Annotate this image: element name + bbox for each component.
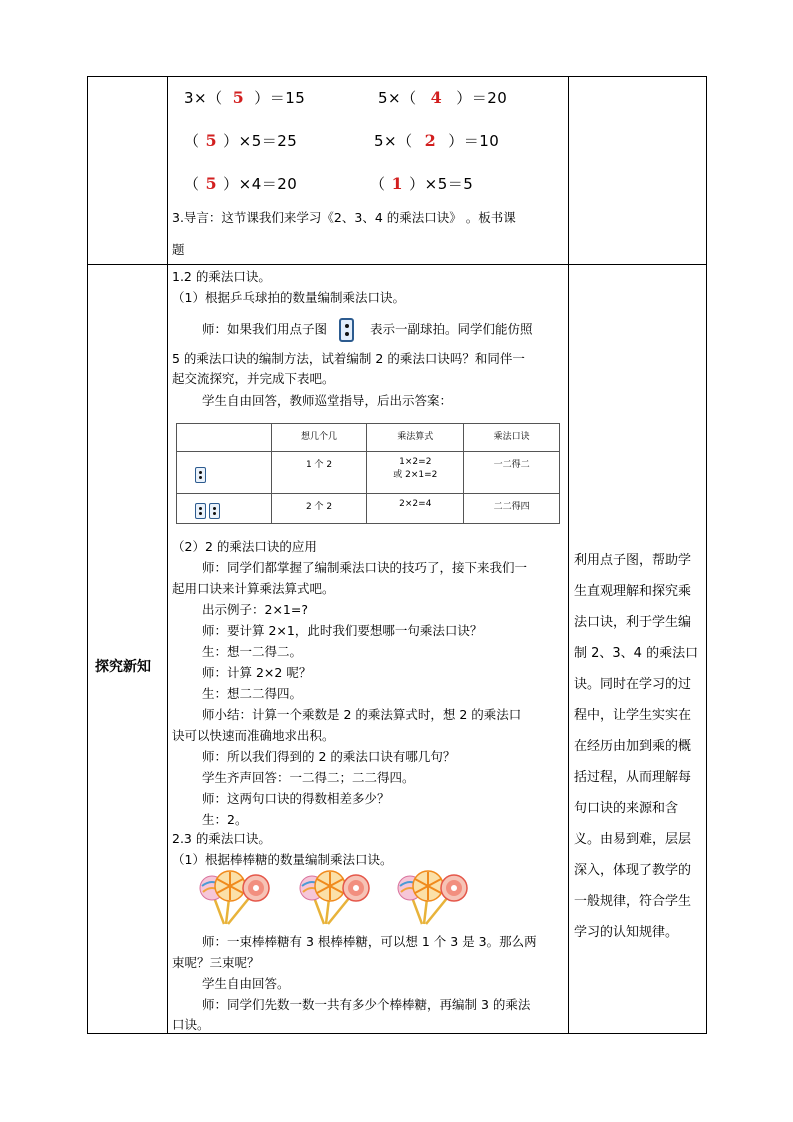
- body2-line: 学生自由回答。: [202, 976, 290, 991]
- answer: 5: [205, 174, 218, 193]
- equation-5: （ 5 ）×4＝20: [184, 174, 298, 193]
- answer: 5: [232, 88, 245, 107]
- answer: 1: [391, 174, 404, 193]
- dot-card-icon: [195, 503, 206, 519]
- body-line: 学生齐声回答：一二得二；二二得四。: [202, 770, 415, 785]
- body-line: 师：要计算 2×1，此时我们要想哪一句乘法口诀？: [202, 623, 483, 638]
- body2-line: 师：一束棒棒糖有 3 根棒棒糖，可以想 1 个 3 是 3。那么两: [202, 934, 537, 949]
- table-header: [177, 424, 272, 452]
- dot-picture-cell: [177, 494, 272, 524]
- column-divider-right: [568, 77, 569, 1033]
- teacher-line: 师：如果我们用点子图 表示一副球拍。同学们能仿照: [202, 318, 533, 342]
- table-header: 乘法算式: [367, 424, 464, 452]
- body-line: 生：想一二得二。: [202, 644, 303, 659]
- equation-4: 5×（ 2 ）＝10: [374, 131, 500, 150]
- equation-1: 3×（ 5 ）＝15: [184, 88, 306, 107]
- continue-line-1: 5 的乘法口诀的编制方法，试着编制 2 的乘法口诀吗？和同伴一: [172, 351, 525, 366]
- design-note: 利用点子图，帮助学生直观理解和探究乘法口诀，利于学生编制 2、3、4 的乘法口诀。同时在学习的过程中，让学生实实在在经历由加到乘的概括过程，从而理解每句口诀的来源和含义。由易到难，层层深入，体现了教学的一般规律，符合学生学习的认知规律。: [574, 553, 699, 940]
- step-1: （1）根据乒乓球拍的数量编制乘法口诀。: [172, 290, 405, 305]
- lollipop-bunch: [200, 871, 269, 924]
- answer: 4: [430, 88, 443, 107]
- intro-line-2: 题: [172, 242, 185, 257]
- lollipop-bunch: [398, 871, 467, 924]
- dot-card-icon: [209, 503, 220, 519]
- body-line: 生：想二二得四。: [202, 686, 303, 701]
- dot-picture-cell: [177, 452, 272, 494]
- body2-line: 师：同学们先数一数一共有多少个棒棒糖，再编制 3 的乘法: [202, 997, 531, 1012]
- body-line: （2）2 的乘法口诀的应用: [172, 539, 317, 554]
- body-line: 师小结：计算一个乘数是 2 的乘法算式时，想 2 的乘法口: [202, 707, 522, 722]
- body-line: 生：2。: [202, 812, 248, 827]
- heading-2-rhyme: 1.2 的乘法口诀。: [172, 269, 271, 284]
- body-line: （1）根据棒棒糖的数量编制乘法口诀。: [172, 852, 393, 867]
- body-line: 诀可以快速而准确地求出积。: [172, 728, 335, 743]
- body-line: 师：这两句口诀的得数相差多少？: [202, 791, 390, 806]
- continue-line-3: 学生自由回答，教师巡堂指导，后出示答案：: [202, 393, 453, 408]
- body2-line: 束呢？三束呢？: [172, 955, 260, 970]
- answer: 2: [424, 131, 437, 150]
- lollipop-bunches-illustration: [198, 870, 488, 926]
- table-row: 1 个 2 1×2=2 或 2×1=2 一二得二: [177, 452, 560, 494]
- body-line: 起用口诀来计算乘法算式吧。: [172, 581, 335, 596]
- table-header: 乘法口诀: [464, 424, 560, 452]
- body-line: 出示例子：2×1=?: [202, 602, 308, 617]
- equation-6: （ 1 ）×5＝5: [370, 174, 474, 193]
- dot-card-icon: [339, 318, 354, 342]
- dot-card-icon: [195, 467, 206, 483]
- column-divider-left: [167, 77, 168, 1033]
- lollipop-bunch: [300, 871, 369, 924]
- body-line: 师：同学们都掌握了编制乘法口诀的技巧了，接下来我们一: [202, 560, 528, 575]
- row-divider: [88, 264, 706, 265]
- body2-line: 口诀。: [172, 1017, 210, 1032]
- equation-2: 5×（ 4 ）＝20: [378, 88, 508, 107]
- body-line: 2.3 的乘法口诀。: [172, 831, 271, 846]
- section-label: 探究新知: [95, 659, 151, 675]
- body-line: 师：计算 2×2 呢？: [202, 665, 312, 680]
- answer: 5: [205, 131, 218, 150]
- continue-line-2: 起交流探究，并完成下表吧。: [172, 371, 335, 386]
- intro-line-1: 3.导言：这节课我们来学习《2、3、4 的乘法口诀》 。板书课: [172, 210, 516, 225]
- body-line: 师：所以我们得到的 2 的乘法口诀有哪几句？: [202, 749, 456, 764]
- table-header: 想几个几: [271, 424, 367, 452]
- answer-table: [176, 423, 560, 524]
- table-row: 2 个 2 2×2=4 二二得四: [177, 494, 560, 524]
- equation-3: （ 5 ）×5＝25: [184, 131, 298, 150]
